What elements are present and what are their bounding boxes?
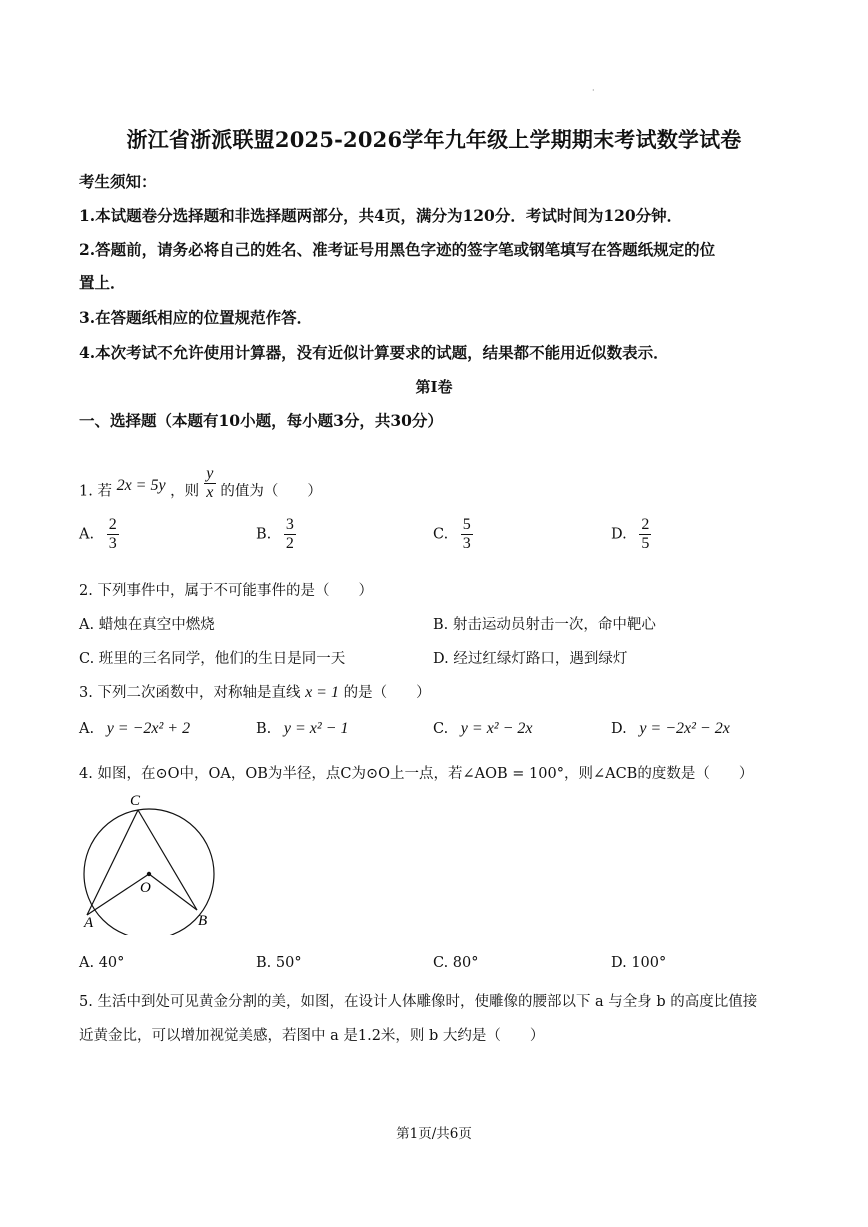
option-label: A. xyxy=(79,526,95,543)
q4-option-d: D. 100° xyxy=(611,955,667,971)
option-label: B. xyxy=(256,721,272,737)
q3-axis-eq: x = 1 xyxy=(305,684,339,701)
q3-stem-b: 的是（ ） xyxy=(343,685,431,701)
q4-option-b: B. 50° xyxy=(256,955,302,971)
option-label: C. xyxy=(433,721,449,737)
option-expr: y = −2x² − 2x xyxy=(639,720,730,737)
option-label: C. xyxy=(433,526,449,543)
q1-stem xyxy=(79,465,322,510)
q1-mid: ，则 xyxy=(170,483,200,500)
section-heading: 一、选择题（本题有10小题，每小题3分，共30分） xyxy=(79,411,443,430)
q3-stem-a: 3. 下列二次函数中，对称轴是直线 xyxy=(79,685,301,701)
option-expr: y = x² − 1 xyxy=(283,720,349,737)
option-expr: y = −2x² + 2 xyxy=(106,720,191,737)
q1-fraction xyxy=(204,465,216,502)
circle-figure xyxy=(76,790,226,935)
q3-option-a xyxy=(79,720,190,738)
frac-den: 3 xyxy=(108,535,117,552)
q4-stem: 4. 如图，在⊙O中，OA，OB为半径，点C为⊙O上一点，若∠AOB = 100°，则∠ACB的度数是（ ） xyxy=(79,766,754,782)
q1-equation: 2x = 5y xyxy=(116,476,166,494)
q1-suffix: 的值为（ ） xyxy=(220,483,322,500)
q4-option-c: C. 80° xyxy=(433,955,479,971)
q3-option-c xyxy=(433,720,533,738)
option-fraction xyxy=(461,516,473,553)
q1-option-b xyxy=(256,516,296,553)
frac-num: 2 xyxy=(108,516,117,533)
q1-frac-den: x xyxy=(206,484,214,501)
q1-option-d xyxy=(611,516,651,553)
frac-num: 2 xyxy=(641,516,650,533)
frac-num: 3 xyxy=(285,516,294,533)
option-label: A. xyxy=(79,721,95,737)
q3-stem xyxy=(79,681,431,702)
scan-dot: · xyxy=(592,86,595,95)
q5-line-1: 5. 生活中到处可见黄金分割的美，如图，在设计人体雕像时，使雕像的腰部以下 a 与全身 b 的高度比值接 xyxy=(79,994,758,1010)
page-title: 浙江省浙派联盟2025-2026学年九年级上学期期末考试数学试卷 xyxy=(126,127,742,152)
option-label: B. xyxy=(256,526,272,543)
label-c: C xyxy=(130,793,141,809)
radius-ob xyxy=(149,874,197,910)
option-fraction xyxy=(107,516,119,553)
q1-option-c xyxy=(433,516,473,553)
frac-num: 5 xyxy=(462,516,471,533)
notice-item-2-cont: 置上． xyxy=(79,273,126,292)
option-expr: y = x² − 2x xyxy=(460,720,533,737)
q2-option-c: C. 班里的三名同学，他们的生日是同一天 xyxy=(79,651,346,667)
page-footer: 第1页/共6页 xyxy=(396,1126,472,1142)
option-label: D. xyxy=(611,721,627,737)
q5-line-2: 近黄金比，可以增加视觉美感，若图中 a 是1.2米，则 b 大约是（ ） xyxy=(79,1028,545,1044)
frac-den: 5 xyxy=(641,535,650,552)
notice-item-2: 2.答题前，请务必将自己的姓名、准考证号用黑色字迹的签字笔或钢笔填写在答题纸规定的位 xyxy=(79,240,716,259)
q2-option-b: B. 射击运动员射击一次，命中靶心 xyxy=(433,617,656,633)
label-b: B xyxy=(198,913,208,929)
notice-heading: 考生须知： xyxy=(79,172,157,191)
q1-prefix: 1. 若 xyxy=(79,483,112,500)
frac-den: 3 xyxy=(462,535,471,552)
option-fraction xyxy=(284,516,296,553)
chord-ca xyxy=(87,810,138,915)
option-label: D. xyxy=(611,526,627,543)
q1-frac-num: y xyxy=(206,465,214,482)
notice-item-3: 3.在答题纸相应的位置规范作答． xyxy=(79,308,313,327)
volume-heading: 第I卷 xyxy=(415,378,453,396)
q4-option-a: A. 40° xyxy=(79,955,125,971)
label-o: O xyxy=(140,880,151,896)
notice-item-1: 1.本试题卷分选择题和非选择题两部分，共4页，满分为120分．考试时间为120分钟． xyxy=(79,206,683,225)
q2-option-d: D. 经过红绿灯路口，遇到绿灯 xyxy=(433,651,628,667)
q1-option-a xyxy=(79,516,119,553)
q3-option-b xyxy=(256,720,348,738)
q2-option-a: A. 蜡烛在真空中燃烧 xyxy=(79,617,215,633)
notice-item-4: 4.本次考试不允许使用计算器，没有近似计算要求的试题，结果都不能用近似数表示． xyxy=(79,343,669,362)
option-fraction xyxy=(639,516,651,553)
q3-option-d xyxy=(611,720,730,738)
frac-den: 2 xyxy=(285,535,294,552)
label-a: A xyxy=(84,915,94,931)
q2-stem: 2. 下列事件中，属于不可能事件的是（ ） xyxy=(79,583,373,599)
center-point xyxy=(147,872,151,876)
